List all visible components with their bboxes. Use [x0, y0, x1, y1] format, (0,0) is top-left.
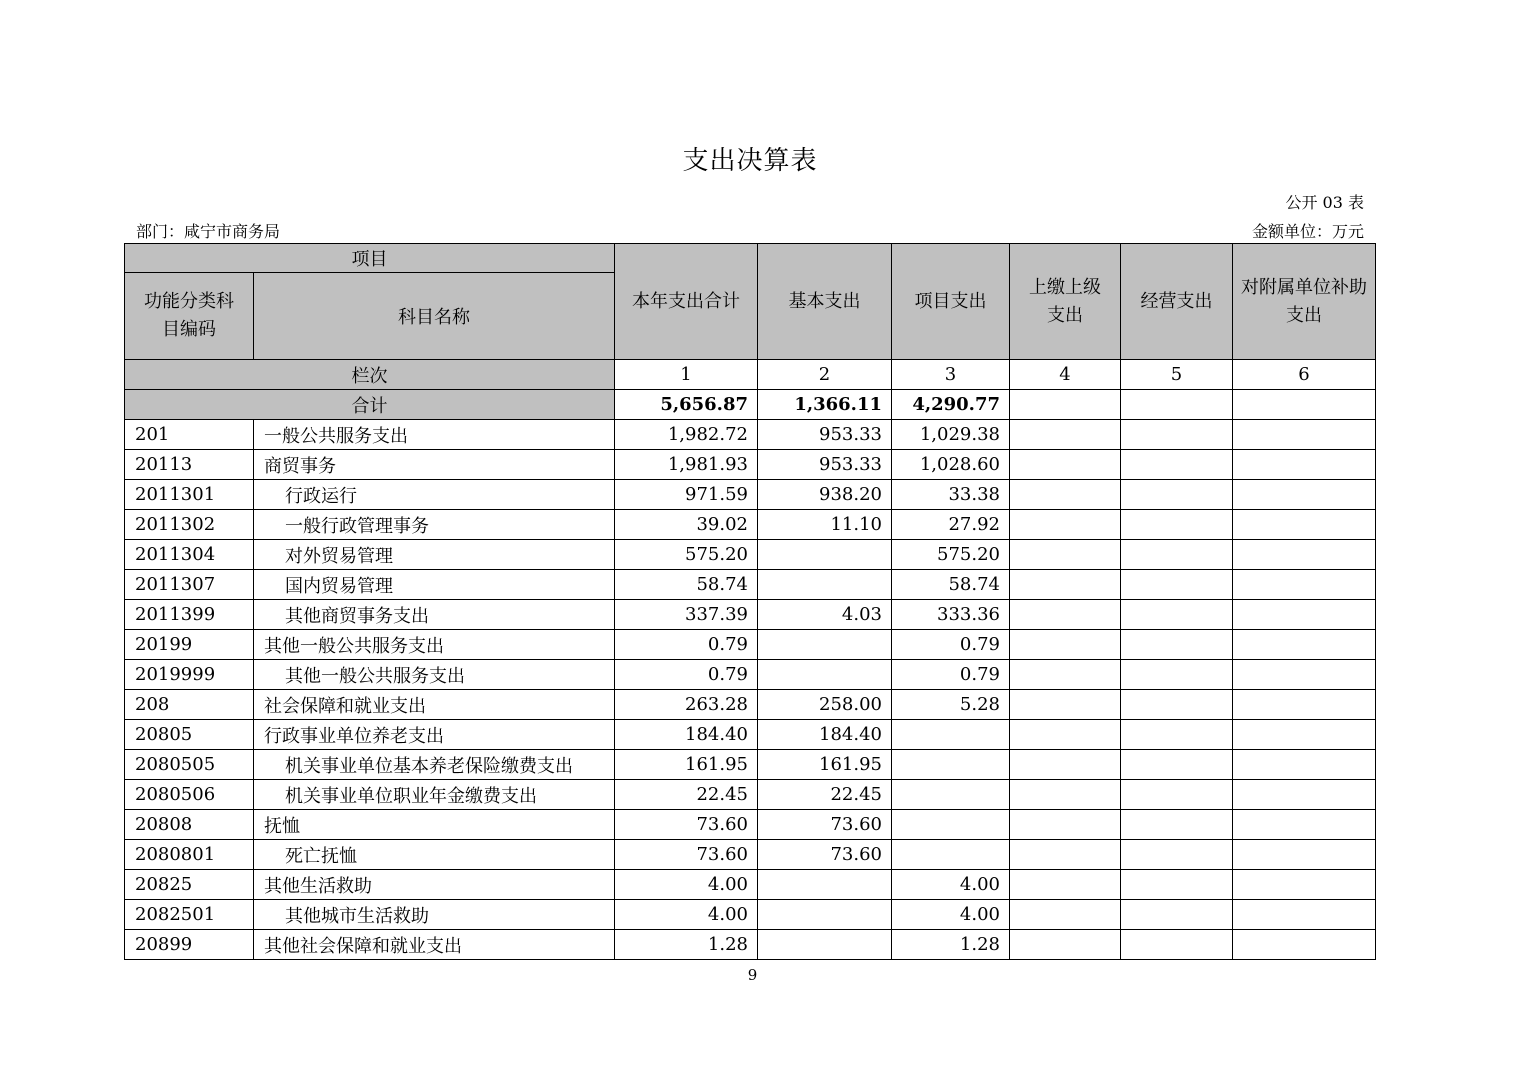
row-name: 其他城市生活救助 [254, 900, 615, 930]
row-name: 行政运行 [254, 480, 615, 510]
row-name: 其他生活救助 [254, 870, 615, 900]
row-value: 22.45 [758, 780, 892, 810]
row-name: 其他一般公共服务支出 [254, 660, 615, 690]
row-value [1233, 450, 1376, 480]
row-code: 2011304 [125, 540, 254, 570]
row-value: 5.28 [892, 690, 1010, 720]
table-row [125, 570, 1376, 600]
row-name: 商贸事务 [254, 450, 615, 480]
row-value: 0.79 [615, 660, 758, 690]
row-value: 953.33 [758, 450, 892, 480]
row-value [1233, 480, 1376, 510]
row-value [1121, 420, 1233, 450]
row-value [1233, 600, 1376, 630]
row-value: 1,029.38 [892, 420, 1010, 450]
row-value: 337.39 [615, 600, 758, 630]
table-row [125, 690, 1376, 720]
row-value: 73.60 [615, 810, 758, 840]
row-value: 1,981.93 [615, 450, 758, 480]
row-name: 行政事业单位养老支出 [254, 720, 615, 750]
row-value [758, 660, 892, 690]
row-value: 333.36 [892, 600, 1010, 630]
row-code: 2019999 [125, 660, 254, 690]
row-value: 39.02 [615, 510, 758, 540]
row-value [1121, 690, 1233, 720]
row-value [1121, 480, 1233, 510]
row-code: 2080505 [125, 750, 254, 780]
column-index: 3 [892, 360, 1010, 390]
row-value [1010, 570, 1121, 600]
row-value [758, 540, 892, 570]
row-value: 971.59 [615, 480, 758, 510]
row-value: 27.92 [892, 510, 1010, 540]
row-value [1121, 510, 1233, 540]
row-value [1121, 570, 1233, 600]
row-value [1010, 810, 1121, 840]
row-value [1010, 450, 1121, 480]
table-row [125, 840, 1376, 870]
column-header-operating: 经营支出 [1121, 244, 1233, 360]
column-header-project: 项目支出 [892, 244, 1010, 360]
row-code: 20113 [125, 450, 254, 480]
table-row [125, 630, 1376, 660]
column-index-label: 栏次 [125, 360, 615, 390]
row-value [1233, 570, 1376, 600]
row-value [1233, 720, 1376, 750]
column-index: 5 [1121, 360, 1233, 390]
row-value [1121, 450, 1233, 480]
row-name: 对外贸易管理 [254, 540, 615, 570]
row-value [1010, 780, 1121, 810]
row-value: 184.40 [758, 720, 892, 750]
row-value [1010, 690, 1121, 720]
row-value: 22.45 [615, 780, 758, 810]
table-row [125, 480, 1376, 510]
row-value [1121, 660, 1233, 690]
page-title: 支出决算表 [682, 146, 818, 176]
row-value: 73.60 [615, 840, 758, 870]
row-code: 2080801 [125, 840, 254, 870]
row-value [1233, 870, 1376, 900]
row-value [1233, 660, 1376, 690]
row-value [1233, 780, 1376, 810]
total-value: 4,290.77 [892, 390, 1010, 420]
row-value [758, 870, 892, 900]
row-name: 机关事业单位职业年金缴费支出 [254, 780, 615, 810]
row-value: 73.60 [758, 840, 892, 870]
row-code: 2080506 [125, 780, 254, 810]
row-name: 一般行政管理事务 [254, 510, 615, 540]
row-value [892, 720, 1010, 750]
row-value: 58.74 [892, 570, 1010, 600]
row-name: 其他商贸事务支出 [254, 600, 615, 630]
row-value [892, 750, 1010, 780]
row-value: 4.00 [892, 870, 1010, 900]
row-value [1121, 840, 1233, 870]
row-code: 208 [125, 690, 254, 720]
table-row [125, 780, 1376, 810]
row-value: 4.03 [758, 600, 892, 630]
row-value: 11.10 [758, 510, 892, 540]
table-body [125, 420, 1376, 960]
row-value [1010, 750, 1121, 780]
row-value: 1.28 [615, 930, 758, 960]
row-code: 20825 [125, 870, 254, 900]
total-value: 5,656.87 [615, 390, 758, 420]
row-value [1121, 780, 1233, 810]
row-name: 抚恤 [254, 810, 615, 840]
row-value [1233, 420, 1376, 450]
row-value [1010, 900, 1121, 930]
total-value: 1,366.11 [758, 390, 892, 420]
row-value: 0.79 [892, 630, 1010, 660]
total-value [1121, 390, 1233, 420]
row-value [1233, 810, 1376, 840]
row-code: 20199 [125, 630, 254, 660]
table-row [125, 720, 1376, 750]
row-value [1121, 810, 1233, 840]
row-value: 1.28 [892, 930, 1010, 960]
row-value [1233, 900, 1376, 930]
row-name: 一般公共服务支出 [254, 420, 615, 450]
row-value [892, 780, 1010, 810]
table-row [125, 900, 1376, 930]
row-value [1233, 630, 1376, 660]
row-value [758, 930, 892, 960]
amount-unit-label: 金额单位：万元 [1251, 222, 1364, 241]
table-row [125, 750, 1376, 780]
table-row [125, 600, 1376, 630]
row-value [758, 900, 892, 930]
code-column-header: 功能分类科目编码 [125, 273, 254, 360]
row-value: 1,982.72 [615, 420, 758, 450]
row-value: 184.40 [615, 720, 758, 750]
row-value [1121, 630, 1233, 660]
row-value [1121, 720, 1233, 750]
row-name: 其他一般公共服务支出 [254, 630, 615, 660]
column-header-basic: 基本支出 [758, 244, 892, 360]
item-group-header: 项目 [125, 244, 615, 273]
department-label: 部门：咸宁市商务局 [136, 222, 281, 241]
row-code: 2011302 [125, 510, 254, 540]
row-code: 2011399 [125, 600, 254, 630]
row-value [1010, 600, 1121, 630]
row-value [1010, 840, 1121, 870]
total-row [125, 390, 1376, 420]
name-column-header: 科目名称 [254, 273, 615, 360]
row-code: 20805 [125, 720, 254, 750]
table-row [125, 870, 1376, 900]
row-value [1233, 840, 1376, 870]
form-number: 公开 03 表 [1285, 193, 1364, 212]
row-value [1010, 420, 1121, 450]
total-value [1010, 390, 1121, 420]
row-value [1121, 600, 1233, 630]
row-value [1010, 480, 1121, 510]
row-value: 161.95 [758, 750, 892, 780]
row-value: 33.38 [892, 480, 1010, 510]
row-value: 0.79 [892, 660, 1010, 690]
row-value: 575.20 [892, 540, 1010, 570]
column-header-total: 本年支出合计 [615, 244, 758, 360]
row-value: 953.33 [758, 420, 892, 450]
row-value [1233, 690, 1376, 720]
row-value [758, 630, 892, 660]
row-value [1233, 750, 1376, 780]
row-value [758, 570, 892, 600]
table-row [125, 810, 1376, 840]
row-value: 575.20 [615, 540, 758, 570]
column-index: 6 [1233, 360, 1376, 390]
row-value: 73.60 [758, 810, 892, 840]
row-value [1233, 510, 1376, 540]
row-value [1233, 930, 1376, 960]
row-value [1010, 630, 1121, 660]
row-value: 4.00 [615, 870, 758, 900]
table-row [125, 540, 1376, 570]
row-value: 161.95 [615, 750, 758, 780]
row-value: 4.00 [892, 900, 1010, 930]
row-value [1010, 870, 1121, 900]
row-code: 2011301 [125, 480, 254, 510]
row-value [892, 810, 1010, 840]
table-row [125, 420, 1376, 450]
total-value [1233, 390, 1376, 420]
table-row [125, 930, 1376, 960]
row-name: 机关事业单位基本养老保险缴费支出 [254, 750, 615, 780]
column-index: 1 [615, 360, 758, 390]
row-value [1010, 510, 1121, 540]
row-code: 2011307 [125, 570, 254, 600]
column-index: 4 [1010, 360, 1121, 390]
row-name: 社会保障和就业支出 [254, 690, 615, 720]
row-value [1121, 900, 1233, 930]
row-name: 国内贸易管理 [254, 570, 615, 600]
row-value [1121, 930, 1233, 960]
row-value [892, 840, 1010, 870]
column-header-remit-superior: 上缴上级支出 [1010, 244, 1121, 360]
row-value [1010, 720, 1121, 750]
row-value: 938.20 [758, 480, 892, 510]
row-value: 4.00 [615, 900, 758, 930]
row-value: 1,028.60 [892, 450, 1010, 480]
column-header-subsidiary-subsidy: 对附属单位补助支出 [1233, 244, 1376, 360]
table-row [125, 660, 1376, 690]
row-value [1010, 540, 1121, 570]
expenditure-table [124, 243, 1376, 960]
row-name: 其他社会保障和就业支出 [254, 930, 615, 960]
row-name: 死亡抚恤 [254, 840, 615, 870]
row-value [1121, 750, 1233, 780]
row-code: 2082501 [125, 900, 254, 930]
total-label: 合计 [125, 390, 615, 420]
row-value [1010, 930, 1121, 960]
row-value [1010, 660, 1121, 690]
row-value [1121, 540, 1233, 570]
row-value: 0.79 [615, 630, 758, 660]
page-number: 9 [747, 966, 758, 984]
row-code: 20899 [125, 930, 254, 960]
row-value [1121, 870, 1233, 900]
row-value: 258.00 [758, 690, 892, 720]
row-value: 58.74 [615, 570, 758, 600]
row-value: 263.28 [615, 690, 758, 720]
column-index: 2 [758, 360, 892, 390]
table-row [125, 510, 1376, 540]
table-row [125, 450, 1376, 480]
row-value [1233, 540, 1376, 570]
row-code: 201 [125, 420, 254, 450]
row-code: 20808 [125, 810, 254, 840]
